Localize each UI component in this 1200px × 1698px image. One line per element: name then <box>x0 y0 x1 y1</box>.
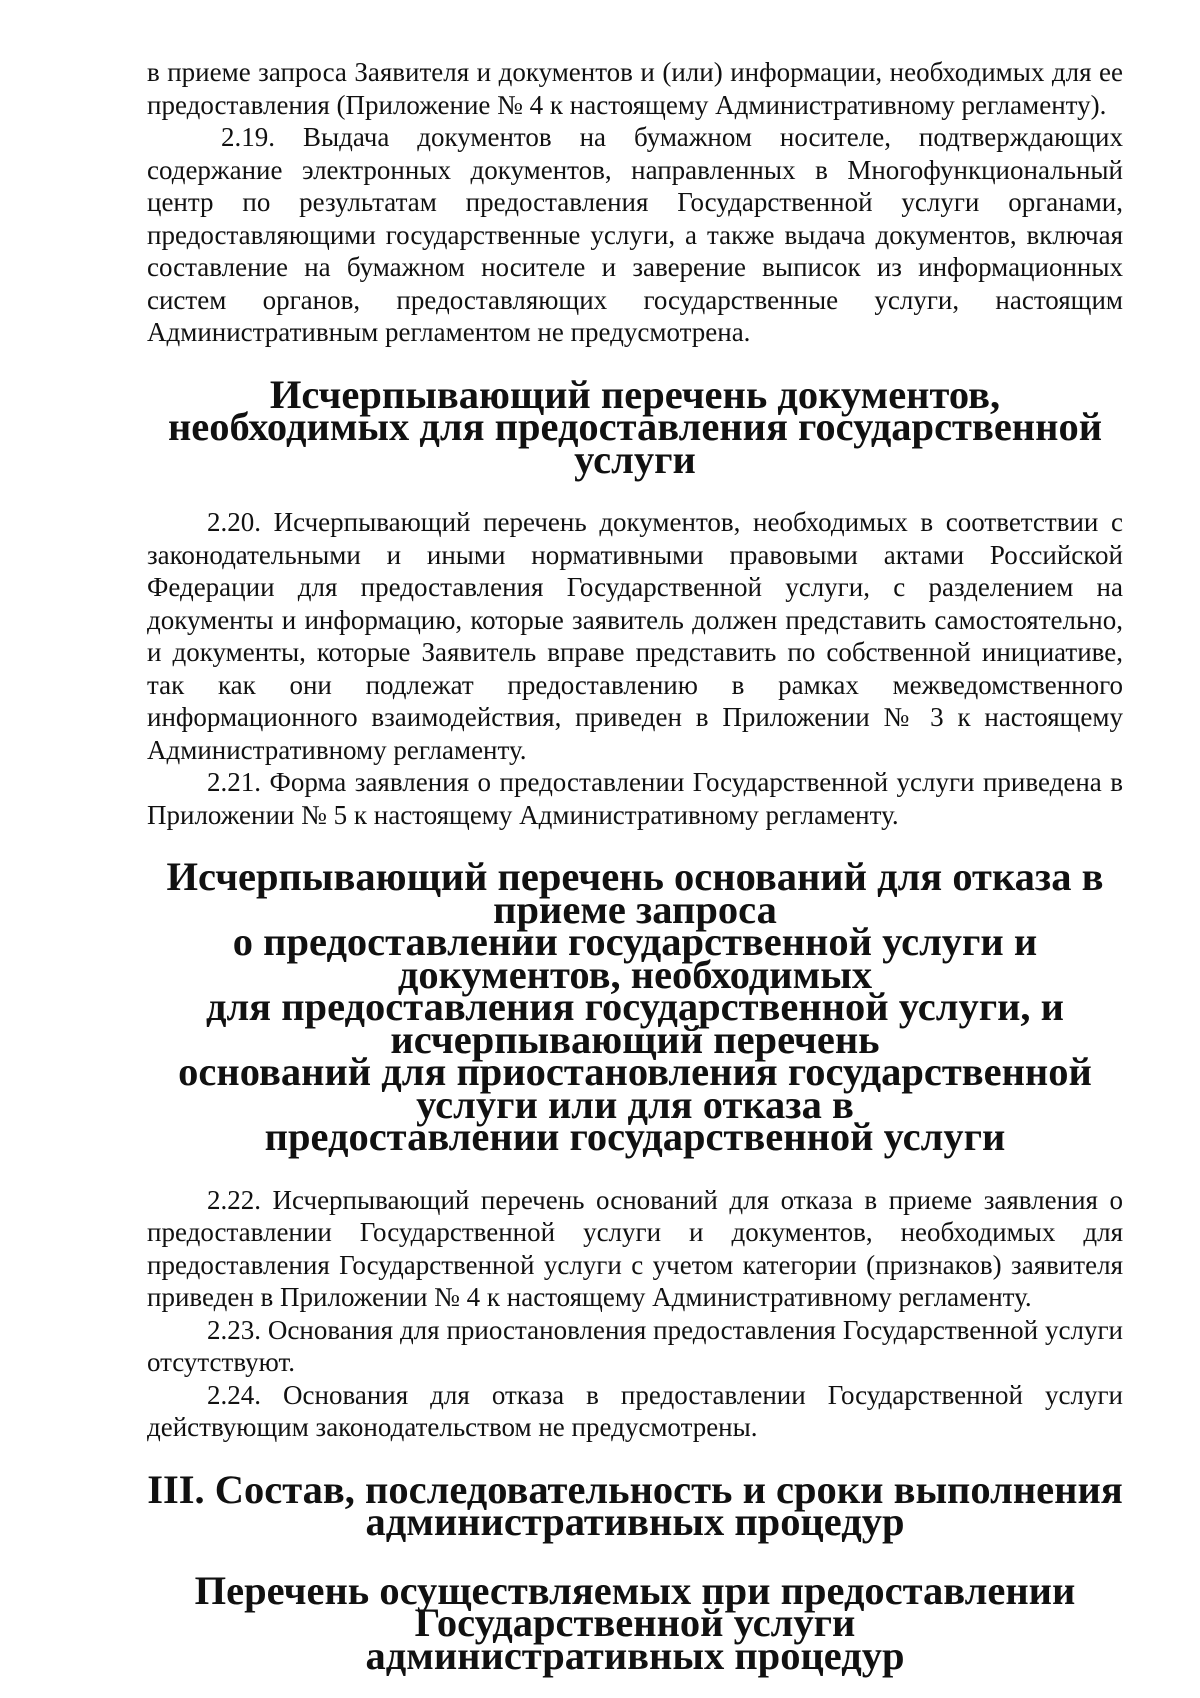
paragraph-2-22: 2.22. Исчерпывающий перечень оснований для отказа в приеме заявления о предоставлении Государственной услуги и документов, необходимых для предоставления Государственной услуги с учетом категории (признаков) заявителя приведен в Приложении № 4 к настоящему Административному регламенту. <box>147 1184 1123 1312</box>
paragraph-2-23: 2.23. Основания для приостановления предоставления Государственной услуги отсутствуют. <box>147 1314 1123 1377</box>
heading-documents-list <box>147 371 1123 482</box>
paragraph-2-20: 2.20. Исчерпывающий перечень документов, необходимых в соответствии с законодательными и иными нормативными правовыми актами Российской Федерации для предоставления Государственной услуги, с разделением на документы и информацию, которые заявитель должен представить самостоятельно, и документы, которые Заявитель вправе представить по собственной инициативе, так как они подлежат предоставлению в рамках межведомственного информационного взаимодействия, приведен в Приложении № 3 к настоящему Административному регламенту. <box>147 507 1123 765</box>
heading-line: административных процедур <box>365 1499 905 1544</box>
heading-line: Исчерпывающий перечень оснований для отказа в приеме запроса <box>166 854 1104 932</box>
paragraph-2-21: 2.21. Форма заявления о предоставлении Государственной услуги приведена в Приложении № 5 к настоящему Административному регламенту. <box>147 767 1123 830</box>
document-page <box>147 56 1123 1678</box>
heading-section-iii <box>147 1466 1123 1544</box>
paragraph-2-19: 2.19. Выдача документов на бумажном носителе, подтверждающих содержание электронных документов, направленных в Многофункциональный центр по результатам предоставления Государственной услуги органами, предоставляющими государственные услуги, а также выдача документов, включая составление на бумажном носителе и заверение выписок из информационных систем органов, предоставляющих государственные услуги, настоящим Административным регламентом не предусмотрена. <box>147 122 1123 347</box>
paragraph-2-24: 2.24. Основания для отказа в предоставлении Государственной услуги действующим законодательством не предусмотрены. <box>147 1379 1123 1442</box>
heading-procedures-list <box>147 1567 1123 1678</box>
heading-line: III. Состав, последовательность и сроки выполнения <box>147 1466 1123 1512</box>
heading-line: Перечень осуществляемых при предоставлении Государственной услуги <box>194 1567 1076 1645</box>
heading-line: о предоставлении государственной услуги и документов, необходимых <box>232 919 1038 997</box>
heading-line: предоставлении государственной услуги <box>264 1114 1006 1159</box>
heading-line: для предоставления государственной услуги, и исчерпывающий перечень <box>205 984 1065 1062</box>
paragraph-continuation: в приеме запроса Заявителя и документов и (или) информации, необходимых для ее предоставления (Приложение № 4 к настоящему Административному регламенту). <box>147 57 1123 120</box>
heading-line: необходимых для предоставления государственной услуги <box>167 404 1103 482</box>
heading-refusal-grounds <box>147 854 1123 1159</box>
heading-line: оснований для приостановления государственной услуги или для отказа в <box>178 1049 1092 1127</box>
heading-line: административных процедур <box>365 1632 905 1678</box>
heading-line: Исчерпывающий перечень документов, <box>269 371 1001 417</box>
